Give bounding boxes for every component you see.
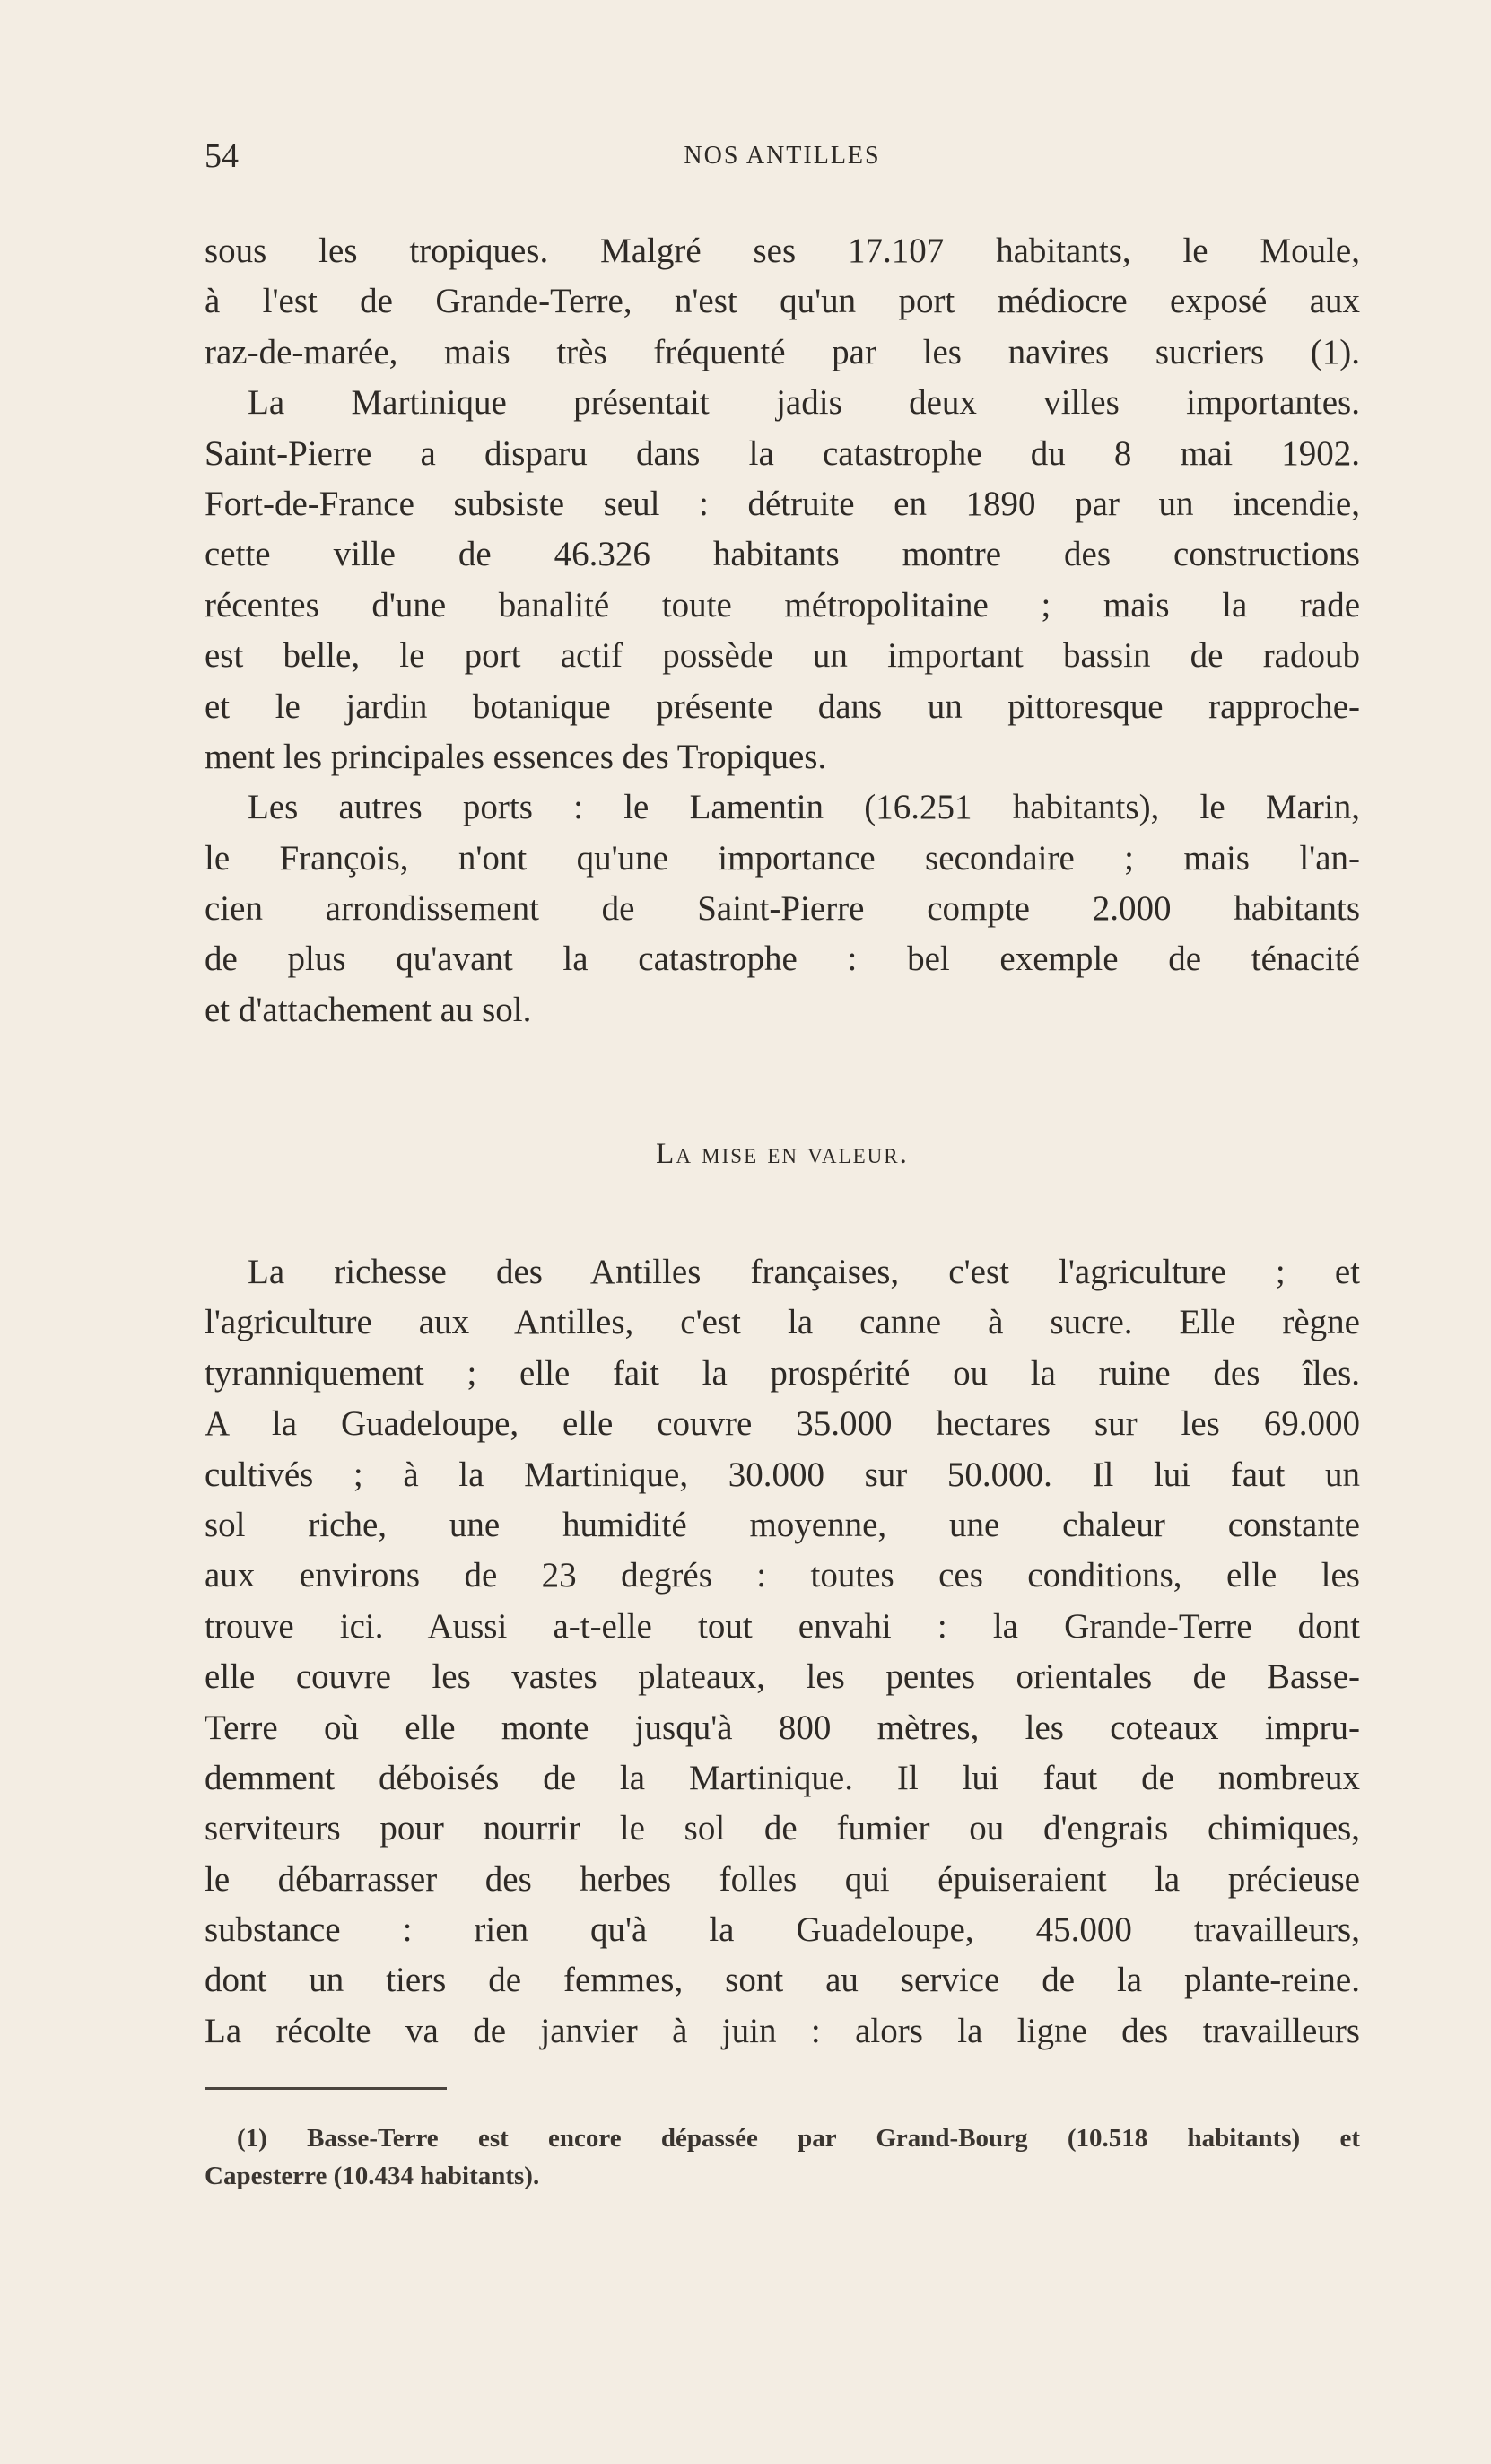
- footnote-line: Capesterre (10.434 habitants).: [205, 2162, 540, 2190]
- text-line: récentes d'une banalité toute métropolitaine ; mais la rade: [205, 585, 1360, 625]
- text-line: l'agriculture aux Antilles, c'est la canne à sucre. Elle règne: [205, 1303, 1360, 1342]
- page-number: 54: [205, 137, 239, 175]
- text-line: ment les principales essences des Tropiques.: [205, 737, 827, 776]
- text-line: aux environs de 23 degrés : toutes ces conditions, elle les: [205, 1556, 1360, 1595]
- section-heading: La mise en valeur.: [656, 1138, 909, 1170]
- text-line: trouve ici. Aussi a-t-elle tout envahi : la Grande-Terre dont: [205, 1606, 1360, 1646]
- text-line: La récolte va de janvier à juin : alors la ligne des travailleurs: [205, 2011, 1360, 2050]
- text-line: Terre où elle monte jusqu'à 800 mètres, les coteaux impru-: [205, 1708, 1360, 1747]
- text-line: et d'attachement au sol.: [205, 990, 532, 1029]
- text-line: elle couvre les vastes plateaux, les pentes orientales de Basse-: [205, 1657, 1360, 1697]
- footnote-rule: [205, 2087, 447, 2090]
- text-line: cette ville de 46.326 habitants montre des constructions: [205, 535, 1360, 574]
- text-line: et le jardin botanique présente dans un pittoresque rapproche-: [205, 686, 1360, 726]
- text-line: Saint-Pierre a disparu dans la catastrophe du 8 mai 1902.: [205, 433, 1360, 473]
- paragraph-2: [205, 1247, 1360, 2057]
- text-line: sol riche, une humidité moyenne, une chaleur constante: [205, 1505, 1360, 1544]
- text-line: serviteurs pour nourrir le sol de fumier ou d'engrais chimiques,: [205, 1809, 1360, 1848]
- text-line: A la Guadeloupe, elle couvre 35.000 hectares sur les 69.000: [205, 1404, 1360, 1444]
- page-header: [205, 136, 1360, 181]
- text-line: La richesse des Antilles françaises, c'est l'agriculture ; et: [248, 1253, 1360, 1291]
- text-line: à l'est de Grande-Terre, n'est qu'un port médiocre exposé aux: [205, 282, 1360, 321]
- text-line: le François, n'ont qu'une importance secondaire ; mais l'an-: [205, 838, 1360, 878]
- footnote-line: (1) Basse-Terre est encore dépassée par Grand-Bourg (10.518 habitants) et: [237, 2124, 1360, 2153]
- text-line: tyranniquement ; elle fait la prospérité ou la ruine des îles.: [205, 1353, 1360, 1393]
- text-line: Les autres ports : le Lamentin (16.251 habitants), le Marin,: [248, 788, 1360, 827]
- running-title: NOS ANTILLES: [684, 142, 881, 170]
- text-line: de plus qu'avant la catastrophe : bel exemple de ténacité: [205, 939, 1360, 979]
- text-line: dont un tiers de femmes, sont au service de la plante-reine.: [205, 1961, 1360, 2000]
- footnote: [205, 2119, 1360, 2195]
- text-line: substance : rien qu'à la Guadeloupe, 45.000 travailleurs,: [205, 1910, 1360, 1950]
- paragraph-1: [205, 226, 1360, 1035]
- text-line: Fort-de-France subsiste seul : détruite en 1890 par un incendie,: [205, 484, 1360, 523]
- text-line: La Martinique présentait jadis deux villes importantes.: [248, 383, 1360, 423]
- text-line: raz-de-marée, mais très fréquenté par les navires sucriers (1).: [205, 332, 1360, 371]
- text-line: est belle, le port actif possède un important bassin de radoub: [205, 636, 1360, 676]
- text-line: le débarrasser des herbes folles qui épuiseraient la précieuse: [205, 1859, 1360, 1899]
- text-line: sous les tropiques. Malgré ses 17.107 habitants, le Moule,: [205, 232, 1360, 270]
- text-line: cultivés ; à la Martinique, 30.000 sur 50.000. Il lui faut un: [205, 1455, 1360, 1494]
- text-line: demment déboisés de la Martinique. Il lui faut de nombreux: [205, 1758, 1360, 1797]
- text-line: cien arrondissement de Saint-Pierre compte 2.000 habitants: [205, 889, 1360, 929]
